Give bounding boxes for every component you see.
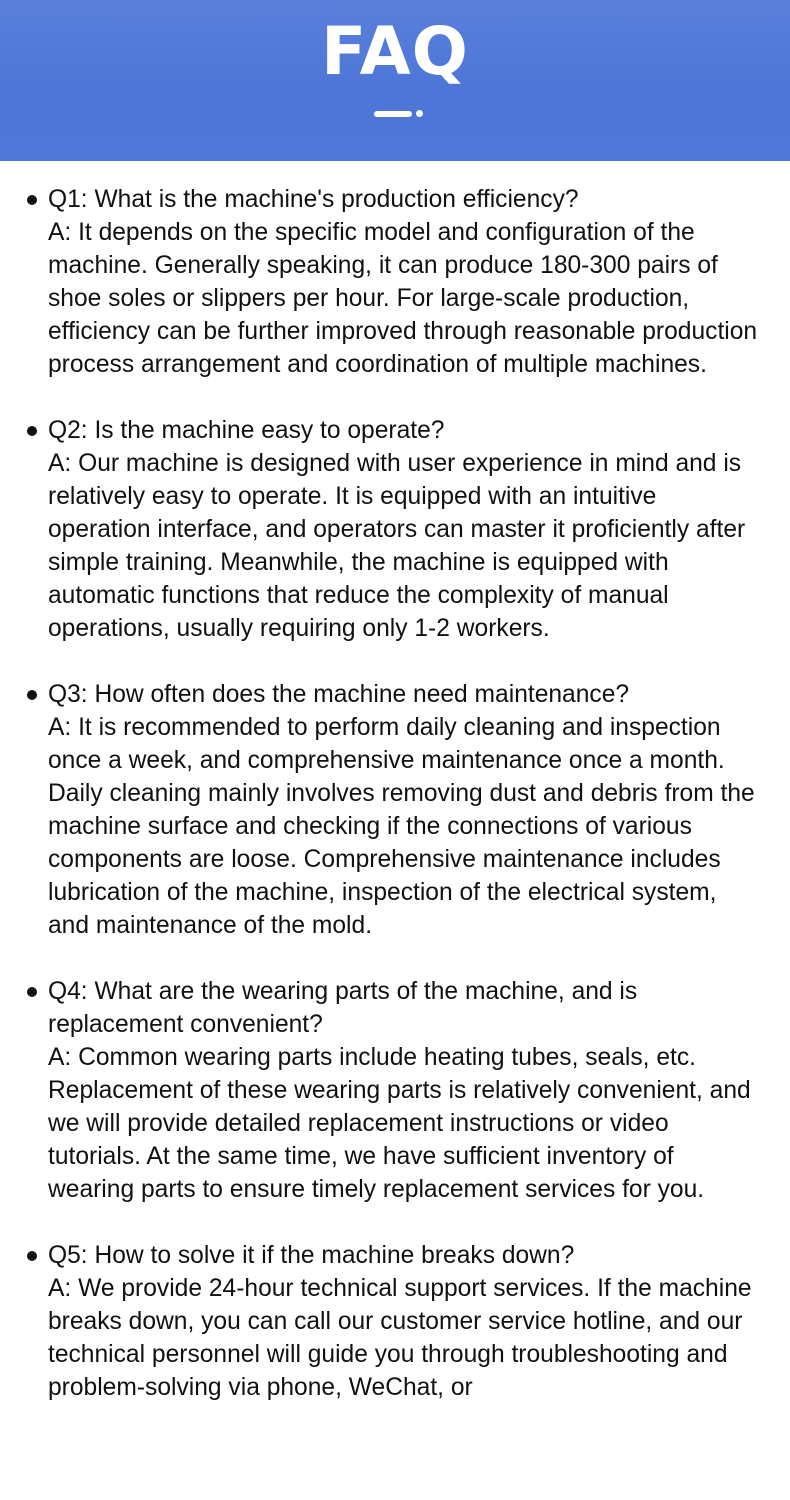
faq-item-q1 xyxy=(0,183,790,381)
faq-item-q5 xyxy=(0,1239,790,1404)
page-title: FAQ xyxy=(321,13,469,90)
faq-answer: A: Common wearing parts include heating tubes, seals, etc. Replacement of these wearing parts is relatively convenient, and we will provide detailed replacement instructions or video tutorials. At the same time, we have sufficient inventory of wearing parts to ensure timely replacement services for you. xyxy=(48,1044,751,1203)
title-underline-dash xyxy=(374,111,412,117)
faq-question: Q1: What is the machine's production efficiency? xyxy=(48,186,579,213)
faq-answer: A: We provide 24-hour technical support services. If the machine breaks down, you can call our customer service hotline, and our technical personnel will guide you through troubleshooting and problem-solving via phone, WeChat, or xyxy=(48,1275,752,1401)
faq-question: Q2: Is the machine easy to operate? xyxy=(48,417,445,444)
bullet-dot-icon xyxy=(27,690,37,700)
faq-answer: A: Our machine is designed with user experience in mind and is relatively easy to operate. It is equipped with an intuitive operation interface, and operators can master it proficiently after simple training. Meanwhile, the machine is equipped with automatic functions that reduce the complexity of manual operations, usually requiring only 1-2 workers. xyxy=(48,450,746,642)
faq-list xyxy=(0,183,790,1437)
bullet-dot-icon xyxy=(27,1251,37,1261)
faq-question: Q3: How often does the machine need maintenance? xyxy=(48,681,630,708)
faq-item-q2 xyxy=(0,414,790,645)
faq-question: Q5: How to solve it if the machine breaks down? xyxy=(48,1242,575,1269)
bullet-dot-icon xyxy=(27,426,37,436)
faq-answer: A: It is recommended to perform daily cleaning and inspection once a week, and comprehensive maintenance once a month. Daily cleaning mainly involves removing dust and debris from the machine surface and checking if the connections of various components are loose. Comprehensive maintenance includes lubrication of the machine, inspection of the electrical system, and maintenance of the mold. xyxy=(48,714,755,939)
faq-header-banner xyxy=(0,0,790,161)
faq-item-q4 xyxy=(0,975,790,1206)
faq-question: Q4: What are the wearing parts of the machine, and is replacement convenient? xyxy=(48,978,638,1038)
title-underline-dot xyxy=(416,110,423,117)
faq-item-q3 xyxy=(0,678,790,942)
faq-answer: A: It depends on the specific model and configuration of the machine. Generally speaking, it can produce 180-300 pairs of shoe soles or slippers per hour. For large-scale production, efficiency can be further improved through reasonable production process arrangement and coordination of multiple machines. xyxy=(48,219,758,378)
bullet-dot-icon xyxy=(27,987,37,997)
bullet-dot-icon xyxy=(27,195,37,205)
